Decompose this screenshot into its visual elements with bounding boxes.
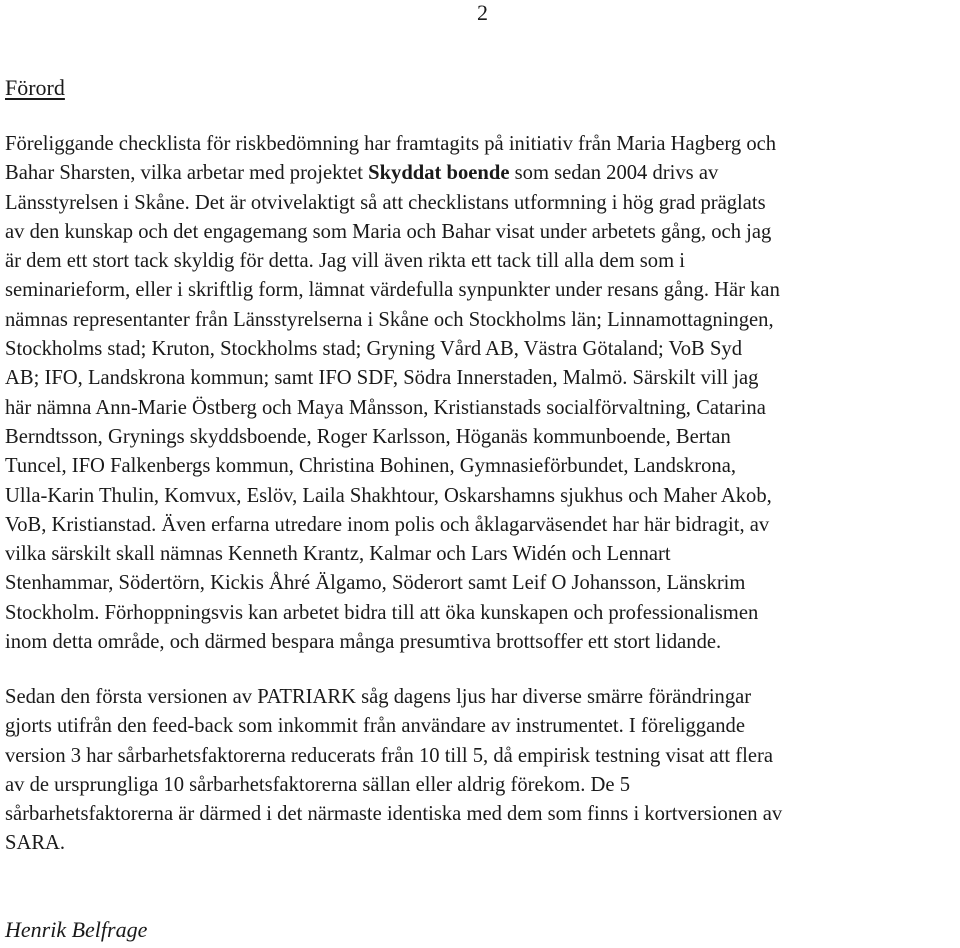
text-line: Stockholm. Förhoppningsvis kan arbetet bidra till att öka kunskapen och professionalismen bbox=[5, 601, 759, 624]
section-heading: Förord bbox=[5, 75, 65, 100]
text-line: Länsstyrelsen i Skåne. Det är otvivelaktigt så att checklistans utformning i hög grad präglats bbox=[5, 191, 766, 214]
text-line: VoB, Kristianstad. Även erfarna utredare inom polis och åklagarväsendet har här bidragit, av bbox=[5, 513, 770, 536]
text-line: vilka särskilt skall nämnas Kenneth Krantz, Kalmar och Lars Widén och Lennart bbox=[5, 543, 671, 566]
text-line: SARA. bbox=[5, 832, 66, 855]
text-line: av den kunskap och det engagemang som Maria och Bahar visat under arbetets gång, och jag bbox=[5, 220, 772, 243]
text-line: Sedan den första versionen av PATRIARK såg dagens ljus har diverse smärre förändringar bbox=[5, 686, 752, 708]
text-line: sårbarhetsfaktorerna är därmed i det närmaste identiska med dem som finns i kortversionen av bbox=[5, 803, 783, 826]
text-line: version 3 har sårbarhetsfaktorerna reducerats från 10 till 5, då empirisk testning visat att flera bbox=[5, 744, 773, 767]
text-line: Föreliggande checklista för riskbedömning har framtagits på initiativ från Maria Hagberg och bbox=[5, 133, 777, 155]
text-line: här nämna Ann-Marie Östberg och Maya Månsson, Kristianstads socialförvaltning, Catarina bbox=[5, 396, 766, 419]
text-line: Berndtsson, Grynings skyddsboende, Roger Karlsson, Höganäs kommunboende, Bertan bbox=[5, 425, 731, 448]
page-number: 2 bbox=[477, 0, 488, 25]
text-line: av de ursprungliga 10 sårbarhetsfaktorerna sällan eller aldrig förekom. De 5 bbox=[5, 773, 631, 796]
text-line: Tuncel, IFO Falkenbergs kommun, Christina Bohinen, Gymnasieförbundet, Landskrona, bbox=[5, 455, 736, 478]
author-signature: Henrik Belfrage bbox=[5, 917, 148, 942]
text-line: Stockholms stad; Kruton, Stockholms stad; Gryning Vård AB, Västra Götaland; VoB Syd bbox=[5, 338, 742, 361]
text-line: Stenhammar, Södertörn, Kickis Åhré Älgamo, Söderort samt Leif O Johansson, Länskrim bbox=[5, 572, 746, 595]
text-line: gjorts utifrån den feed-back som inkommit från användare av instrumentet. I föreliggande bbox=[5, 715, 745, 738]
text-line: inom detta område, och därmed bespara många presumtiva brottsoffer ett stort lidande. bbox=[5, 631, 722, 654]
paragraph-acknowledgements bbox=[5, 130, 955, 657]
text-line: Ulla-Karin Thulin, Komvux, Eslöv, Laila Shakhtour, Oskarshamns sjukhus och Maher Akob, bbox=[5, 484, 772, 507]
project-name: Skyddat boende bbox=[368, 162, 510, 185]
paragraph-version-notes bbox=[5, 683, 955, 859]
text-line: nämnas representanter från Länsstyrelserna i Skåne och Stockholms län; Linnamottagningen, bbox=[5, 308, 774, 331]
text-line: AB; IFO, Landskrona kommun; samt IFO SDF, Södra Innerstaden, Malmö. Särskilt vill jag bbox=[5, 367, 759, 390]
text-line: Bahar Sharsten, vilka arbetar med projektet Skyddat boende som sedan 2004 drivs av bbox=[5, 162, 719, 185]
text-line: seminarieform, eller i skriftlig form, lämnat värdefulla synpunkter under resans gång. Här kan bbox=[5, 279, 780, 302]
text-line: är dem ett stort tack skyldig för detta. Jag vill även rikta ett tack till alla dem som i bbox=[5, 250, 685, 273]
